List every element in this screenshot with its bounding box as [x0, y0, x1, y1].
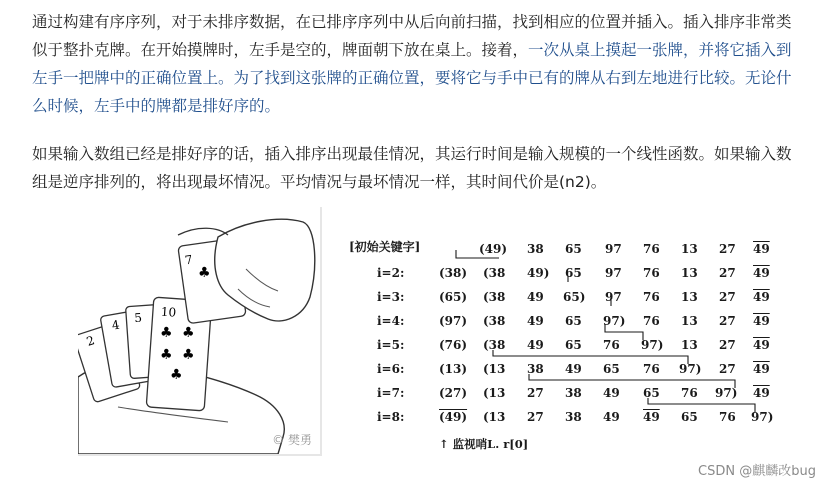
- cell: 65: [603, 362, 620, 376]
- cell: 13: [681, 314, 698, 328]
- sentinel-cell: (76): [439, 338, 468, 352]
- row-label: i=2:: [377, 266, 405, 280]
- cell: 27: [719, 338, 736, 352]
- row-label: i=3:: [377, 290, 405, 304]
- cell: 97): [603, 314, 626, 328]
- club-icon: ♣: [160, 325, 173, 341]
- cell: 49: [643, 410, 660, 424]
- club-icon: ♣: [182, 325, 195, 341]
- row-label: i=8:: [377, 410, 405, 424]
- paragraph-complexity: 如果输入数组已经是排好序的话，插入排序出现最佳情况，其运行时间是输入规模的一个线性函数。如果输入数组是逆序排列的，将出现最坏情况。平均情况与最坏情况一样，其时间代价是(n2)。: [32, 145, 792, 191]
- cell: 65: [565, 338, 582, 352]
- cell: 97: [605, 266, 622, 280]
- insertion-sort-trace-table: [343, 232, 779, 460]
- cell: 27: [719, 362, 736, 376]
- sentinel-caption: ↑ 监视哨L. r[0]: [439, 437, 529, 451]
- card-10-label: 10: [160, 304, 177, 320]
- cell: (13: [483, 362, 506, 376]
- club-icon: ♣: [198, 265, 211, 281]
- cell: 49: [753, 242, 770, 256]
- club-icon: ♣: [170, 367, 183, 383]
- row-label: i=6:: [377, 362, 405, 376]
- paragraph-insertion-intro: [32, 8, 802, 120]
- card-hand-illustration: [78, 207, 322, 456]
- highlighted-text: 一次从桌上摸起一张牌，并将它插入到左手一把牌中的正确位置上。为了找到这张牌的正确位置，要将它与手中已有的牌从右到左地进行比较。无论什么时候，左手中的牌都是排好序的。: [32, 41, 792, 115]
- cell: 27: [719, 266, 736, 280]
- cell: (38: [483, 290, 506, 304]
- cell: 27: [719, 290, 736, 304]
- cell: 49: [753, 290, 770, 304]
- cell: (13: [483, 410, 506, 424]
- club-icon: ♣: [182, 347, 195, 363]
- sentinel-cell: (65): [439, 290, 468, 304]
- row-label: i=7:: [377, 386, 405, 400]
- illustration-credit: © 樊勇: [272, 433, 312, 447]
- cell: 97): [715, 386, 738, 400]
- cell: (49): [479, 242, 508, 256]
- cell: 49: [527, 290, 544, 304]
- sentinel-cell: (97): [439, 314, 468, 328]
- cell: 76: [643, 290, 660, 304]
- cell: 38: [565, 410, 582, 424]
- cell: 27: [527, 410, 544, 424]
- cell: 76: [603, 338, 620, 352]
- cell: 76: [643, 362, 660, 376]
- row-label: i=4:: [377, 314, 405, 328]
- cell: 49): [527, 266, 550, 280]
- cell: 65: [681, 410, 698, 424]
- sentinel-cell: (13): [439, 362, 468, 376]
- cell: 49: [603, 410, 620, 424]
- cell: 65: [565, 266, 582, 280]
- cell: 38: [527, 242, 544, 256]
- cell: 13: [681, 242, 698, 256]
- cell: 27: [719, 314, 736, 328]
- card-4-label: 4: [110, 317, 121, 333]
- cell: 27: [719, 242, 736, 256]
- cell: 97): [641, 338, 664, 352]
- sentinel-cell: (27): [439, 386, 468, 400]
- watermark: CSDN @麒麟改bug: [698, 464, 816, 479]
- initial-keys-label: [初始关键字]: [349, 240, 421, 254]
- card-5-label: 5: [133, 310, 143, 326]
- cell: 13: [681, 290, 698, 304]
- cell: 97: [605, 242, 622, 256]
- cell: 49: [565, 362, 582, 376]
- trace-arrows: [343, 232, 779, 460]
- sentinel-cell: (38): [439, 266, 468, 280]
- cell: 65: [565, 314, 582, 328]
- cell: (38: [483, 266, 506, 280]
- cell: 97): [751, 410, 774, 424]
- cell: 49: [753, 338, 770, 352]
- cell: 76: [643, 266, 660, 280]
- card-2-label: 2: [84, 333, 97, 349]
- cell: 65): [563, 290, 586, 304]
- cell: 49: [753, 266, 770, 280]
- row-label: i=5:: [377, 338, 405, 352]
- cell: (38: [483, 314, 506, 328]
- cell: 38: [527, 362, 544, 376]
- cell: 49: [527, 314, 544, 328]
- cell: (13: [483, 386, 506, 400]
- cell: 97: [605, 290, 622, 304]
- cell: 13: [681, 266, 698, 280]
- paragraph-text: 通过构建有序序列，对于未排序数据，在已排序序列中从后向前扫描，找到相应的位置并插入。插入排序非常类似于整扑克牌。在开始摸牌时，左手是空的，牌面朝下放在桌上。接着，: [32, 13, 792, 59]
- cell: 65: [565, 242, 582, 256]
- cell: 13: [681, 338, 698, 352]
- cell: 49: [527, 338, 544, 352]
- cell: 49: [753, 362, 770, 376]
- cell: 76: [643, 242, 660, 256]
- hand-with-cards-drawing: [78, 207, 320, 454]
- cell: 49: [603, 386, 620, 400]
- club-icon: ♣: [160, 347, 173, 363]
- cell: 49: [753, 386, 770, 400]
- cell: 97): [679, 362, 702, 376]
- card-7-label: 7: [183, 252, 194, 268]
- cell: 27: [527, 386, 544, 400]
- cell: 65: [643, 386, 660, 400]
- cell: 76: [643, 314, 660, 328]
- cell: 49: [753, 314, 770, 328]
- cell: 76: [681, 386, 698, 400]
- sentinel-cell: (49): [439, 410, 468, 424]
- cell: 76: [719, 410, 736, 424]
- cell: 38: [565, 386, 582, 400]
- cell: (38: [483, 338, 506, 352]
